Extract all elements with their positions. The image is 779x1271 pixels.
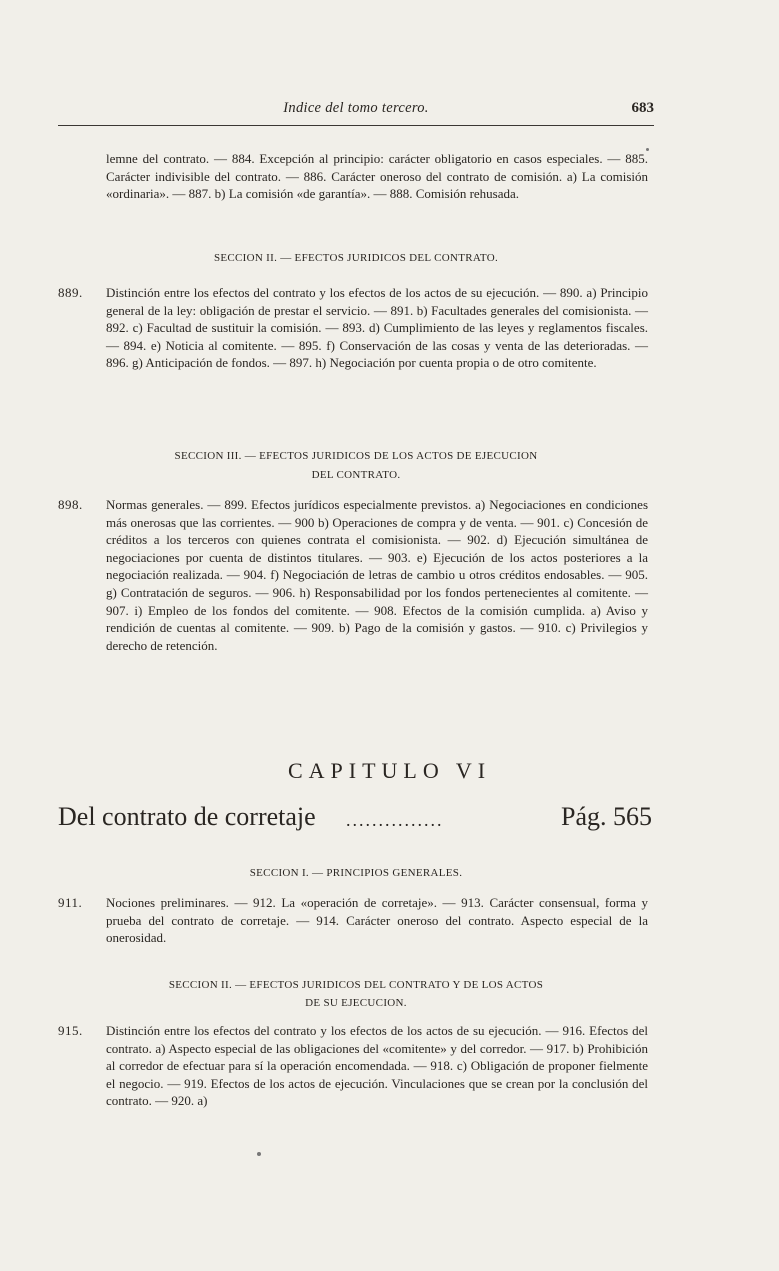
entry-number: 911.: [58, 895, 83, 910]
header-rule: [58, 125, 654, 126]
section-iii-heading: SECCION III. — EFECTOS JURIDICOS DE LOS ACTOS DE EJECUCION: [174, 450, 538, 462]
chapter-title-line: [58, 802, 652, 836]
section-ii-paragraph: Distinción entre los efectos del contrato y los efectos de los actos de su ejecución. — 890. a) Principio general de la ley: obligación de prestar el servicio. — 891. b) Facultades generales del comisionista. — 892. c) Facultad de sustituir la comisión. — 893. d) Cumplimiento de las leyes y reglamentos fiscales. — 894. e) Noticia al comitente. — 895. f) Conservación de las cosas y venta de las deterioradas. — 896. g) Anticipación de fondos. — 897. h) Negociación por cuenta propia o de otro comitente.: [106, 285, 648, 371]
dot-leader: ...............: [346, 810, 444, 830]
section-ii-heading: SECCION II. — EFECTOS JURIDICOS DEL CONTRATO.: [213, 252, 499, 264]
chapter-section-ii-heading-line2: DE SU EJECUCION.: [305, 997, 407, 1009]
paper-speck: [646, 148, 649, 151]
chapter-title: Del contrato de corretaje: [58, 802, 316, 831]
running-head: [58, 100, 654, 124]
chapter-section-ii-heading: SECCION II. — EFECTOS JURIDICOS DEL CONTRATO Y DE LOS ACTOS: [168, 979, 544, 991]
chapter-page-ref: Pág. 565: [561, 802, 652, 831]
running-title: Indice del tomo tercero.: [283, 100, 429, 116]
entry-number: 889.: [58, 285, 83, 300]
intro-paragraph: lemne del contrato. — 884. Excepción al principio: carácter obligatorio en casos especiales. — 885. Carácter indivisible del contrato. — 886. Carácter oneroso del contrato de comisión. a) La comisión «ordinaria». — 887. b) La comisión «de garantía». — 888. Comisión rehusada.: [106, 151, 648, 202]
section-iii-paragraph: Normas generales. — 899. Efectos jurídicos especialmente previstos. a) Negociaciones en condiciones más onerosas que las corrientes. — 900 b) Operaciones de compra y de venta. — 901. c) Concesión de créditos a los terceros con quienes contrata el comisionista. — 902. d) Ejecución simultánea de negociaciones por cuenta de distintos titulares. — 903. e) Ejecución de los actos posteriores a la negociación realizada. — 904. f) Negociación de letras de cambio u otros créditos endosables. — 905. g) Contratación de seguros. — 906. h) Responsabilidad por los fondos pertenecientes al comitente. — 907. i) Empleo de los fondos del comitente. — 908. Efectos de la comisión cumplida. a) Aviso y rendición de cuentas al comitente. — 909. b) Pago de la comisión y gastos. — 910. c) Privilegios y derecho de retención.: [106, 497, 648, 653]
paper-speck: [257, 1152, 261, 1156]
page-number: 683: [631, 100, 654, 116]
chapter-section-i-heading: SECCION I. — PRINCIPIOS GENERALES.: [249, 867, 463, 879]
entry-number: 898.: [58, 497, 83, 512]
section-iii-heading-line2: DEL CONTRATO.: [311, 469, 401, 481]
chapter-section-ii-paragraph: Distinción entre los efectos del contrato y los efectos de los actos de su ejecución. — 916. Efectos del contrato. a) Aspecto especial de las obligaciones del «comitente» y del corredor. — 917. b) Prohibición al corredor de efectuar para sí la operación encomendada. — 918. c) Obligación de proponer fielmente el negocio. — 919. Efectos de los actos de ejecución. Vinculaciones que se crean por la conclusión del contrato. — 920. a): [106, 1023, 648, 1109]
entry-number: 915.: [58, 1023, 83, 1038]
chapter-section-i-paragraph: Nociones preliminares. — 912. La «operación de corretaje». — 913. Carácter consensual, forma y prueba del contrato de corretaje. — 914. Carácter oneroso del contrato. Aspecto especial de la onerosidad.: [106, 895, 648, 946]
chapter-heading: CAPITULO VI: [287, 758, 492, 783]
